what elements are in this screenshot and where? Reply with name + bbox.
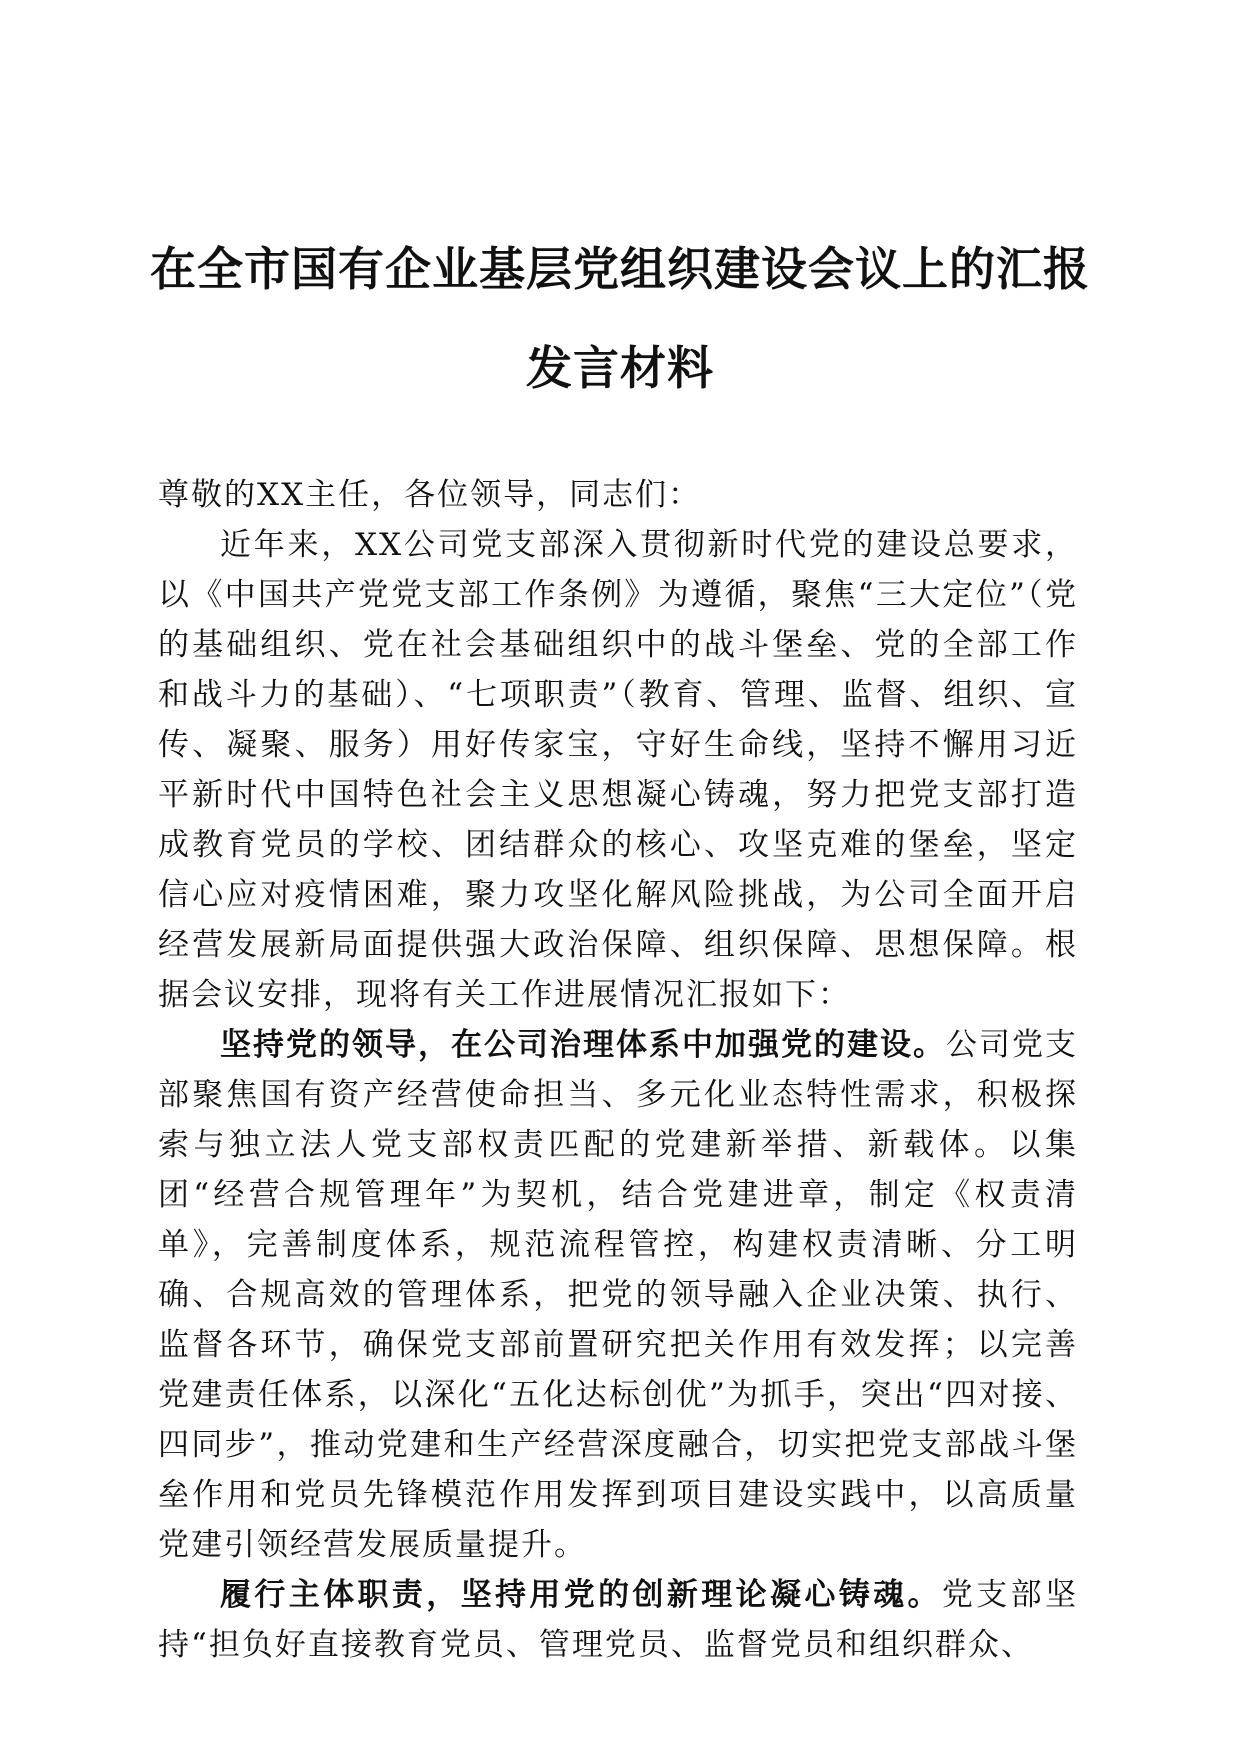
section-2-paragraph: [158, 1570, 1078, 1670]
section-2-heading: 履行主体职责，坚持用党的创新理论凝心铸魂。: [220, 1577, 942, 1613]
salutation: 尊敬的XX主任，各位领导，同志们：: [158, 477, 702, 513]
document-title: [150, 220, 1090, 418]
title-line-1: 在全市国有企业基层党组织建设会议上的汇报: [150, 242, 1090, 296]
title-line-2: 发言材料: [526, 341, 714, 395]
intro-paragraph: 近年来，XX公司党支部深入贯彻新时代党的建设总要求，以《中国共产党党支部工作条例》为遵循，聚焦“三大定位”（党的基础组织、党在社会基础组织中的战斗堡垒、党的全部工作和战斗力的基础）、“七项职责”（教育、管理、监督、组织、宣传、凝聚、服务）用好传家宝，守好生命线，坚持不懈用习近平新时代中国特色社会主义思想凝心铸魂，努力把党支部打造成教育党员的学校、团结群众的核心、攻坚克难的堡垒，坚定信心应对疫情困难，聚力攻坚化解风险挑战，为公司全面开启经营发展新局面提供强大政治保障、组织保障、思想保障。根据会议安排，现将有关工作进展情况汇报如下：: [158, 527, 1078, 1013]
document-body: [158, 470, 1078, 1670]
section-1-text: 公司党支部聚焦国有资产经营使命担当、多元化业态特性需求，积极探索与独立法人党支部权责匹配的党建新举措、新载体。以集团“经营合规管理年”为契机，结合党建进章，制定《权责清单》，完善制度体系，规范流程管控，构建权责清晰、分工明确、合规高效的管理体系，把党的领导融入企业决策、执行、监督各环节，确保党支部前置研究把关作用有效发挥；以完善党建责任体系，以深化“五化达标创优”为抓手，突出“四对接、四同步”，推动党建和生产经营深度融合，切实把党支部战斗堡垒作用和党员先锋模范作用发挥到项目建设实践中，以高质量党建引领经营发展质量提升。: [158, 1027, 1078, 1563]
section-1-heading: 坚持党的领导，在公司治理体系中加强党的建设。: [220, 1027, 946, 1063]
section-1-paragraph: [158, 1020, 1078, 1570]
section-2-text: 党支部坚持“担负好直接教育党员、管理党员、监督党员和组织群众、: [158, 1577, 1078, 1663]
